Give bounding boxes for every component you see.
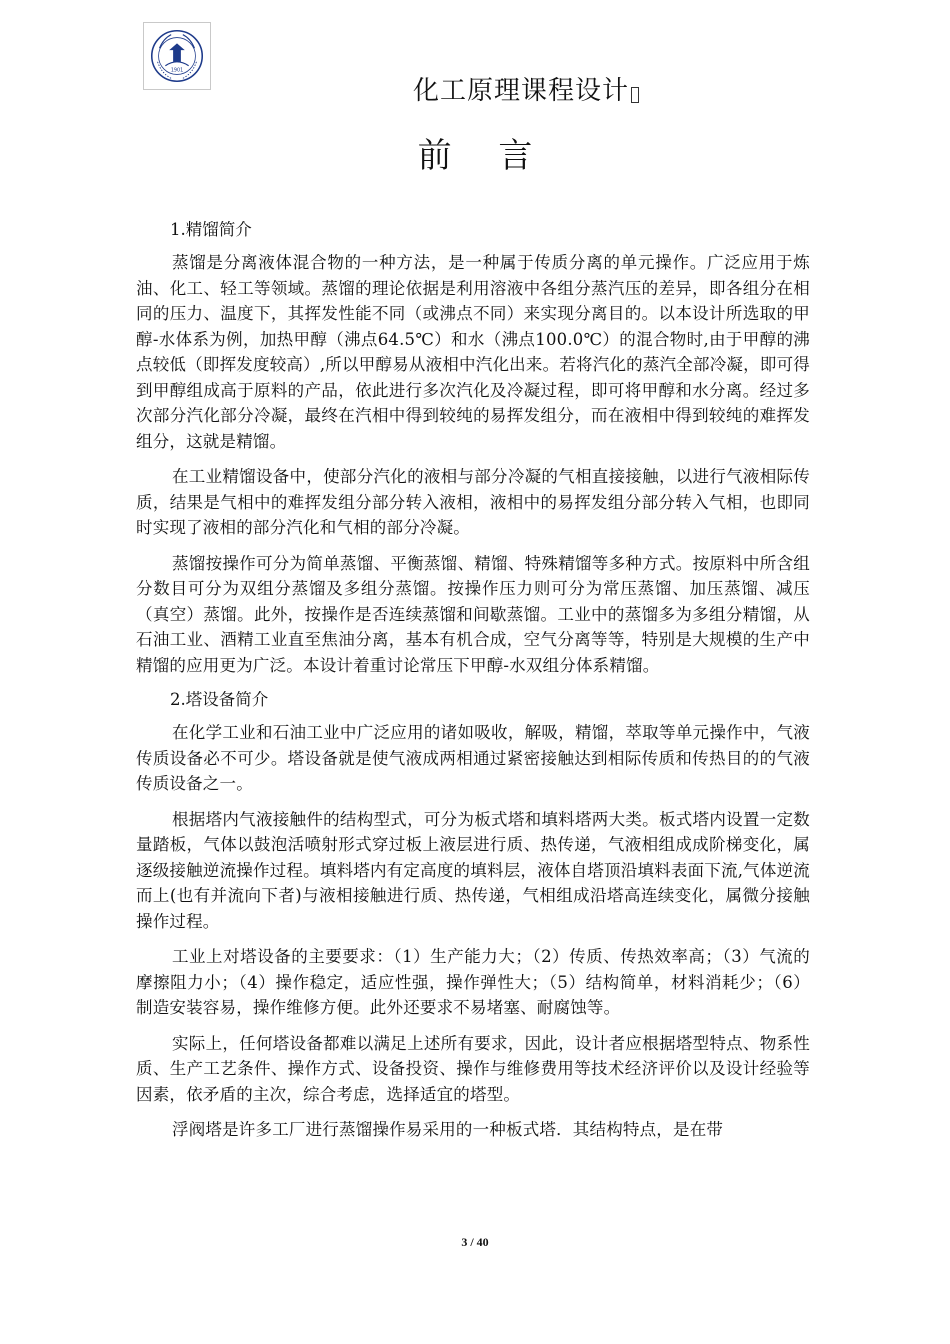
- section-heading: 2.塔设备简介: [170, 690, 269, 709]
- paragraph: 根据塔内气液接触件的结构型式，可分为板式塔和填料塔两大类。板式塔内设置一定数量踏板，气体以鼓泡活喷射形式穿过板上液层进行质、热传递，气液相组成成阶梯变化，属逐级接触逆流操作过程。填料塔内有定高度的填料层，液体自塔顶沿填料表面下流,气体逆流而上(也有并流向下者)与液相接触进行质、热传递，气相组成沿塔高连续变化，属微分接触操作过程。: [136, 809, 810, 931]
- paragraph: 浮阀塔是许多工厂进行蒸馏操作易采用的一种板式塔．其结构特点，是在带: [172, 1120, 724, 1139]
- paragraph: 实际上，任何塔设备都难以满足上述所有要求，因此，设计者应根据塔型特点、物系性质、生产工艺条件、操作方式、设备投资、操作与维修费用等技术经济评价以及设计经验等因素，依矛盾的主次，综合考虑，选择适宜的塔型。: [136, 1033, 810, 1104]
- header-title-wrap: [413, 70, 639, 107]
- section-tower-equipment: [136, 688, 810, 1143]
- paragraph: 蒸馏是分离液体混合物的一种方法，是一种属于传质分离的单元操作。广泛应用于炼油、化工、轻工等领域。蒸馏的理论依据是利用溶液中各组分蒸汽压的差异，即各组分在相同的压力、温度下，其挥发性能不同（或沸点不同）来实现分离目的。以本设计所选取的甲醇-水体系为例，加热甲醇（沸点64.5℃）和水（沸点100.0℃）的混合物时,由于甲醇的沸点较低（即挥发度较高）,所以甲醇易从液相中汽化出来。若将汽化的蒸汽全部冷凝，即可得到甲醇组成高于原料的产品，依此进行多次汽化及冷凝过程，即可将甲醇和水分离。经过多次部分汽化部分冷凝，最终在汽相中得到较纯的易挥发组分，而在液相中得到较纯的难挥发组分，这就是精馏。: [136, 253, 810, 451]
- university-logo-icon: [144, 23, 210, 89]
- university-logo: [143, 22, 211, 90]
- paragraph: 工业上对塔设备的主要要求：（1）生产能力大；（2）传质、传热效率高；（3）气流的摩擦阻力小；（4）操作稳定，适应性强，操作弹性大；（5）结构简单，材料消耗少；（6）制造安装容易，操作维修方便。此外还要求不易堵塞、耐腐蚀等。: [136, 947, 810, 1017]
- placeholder-box-icon: [631, 87, 639, 103]
- header-title: 化工原理课程设计: [413, 76, 630, 106]
- page-title: 前 言: [417, 136, 551, 176]
- document-body: [136, 218, 810, 1153]
- paragraph: 在化学工业和石油工业中广泛应用的诸如吸收，解吸，精馏，萃取等单元操作中，气液传质设备必不可少。塔设备就是使气液成两相通过紧密接触达到相际传质和传热目的的气液传质设备之一。: [136, 723, 810, 793]
- paragraph: 蒸馏按操作可分为简单蒸馏、平衡蒸馏、精馏、特殊精馏等多种方式。按原料中所含组分数目可分为双组分蒸馏及多组分蒸馏。按操作压力则可分为常压蒸馏、加压蒸馏、减压（真空）蒸馏。此外，按操作是否连续蒸馏和间歇蒸馏。工业中的蒸馏多为多组分精馏，从石油工业、酒精工业直至焦油分离，基本有机合成，空气分离等等，特别是大规模的生产中精馏的应用更为广泛。本设计着重讨论常压下甲醇-水双组分体系精馏。: [136, 553, 810, 675]
- svg-text:1901: 1901: [170, 67, 184, 74]
- section-heading: 1.精馏简介: [170, 220, 252, 239]
- paragraph: 在工业精馏设备中，使部分汽化的液相与部分冷凝的气相直接接触，以进行气液相际传质，结果是气相中的难挥发组分部分转入液相，液相中的易挥发组分部分转入气相，也即同时实现了液相的部分汽化和气相的部分冷凝。: [136, 467, 810, 537]
- section-distillation: [136, 218, 810, 678]
- page-number: 3 / 40: [461, 1235, 489, 1249]
